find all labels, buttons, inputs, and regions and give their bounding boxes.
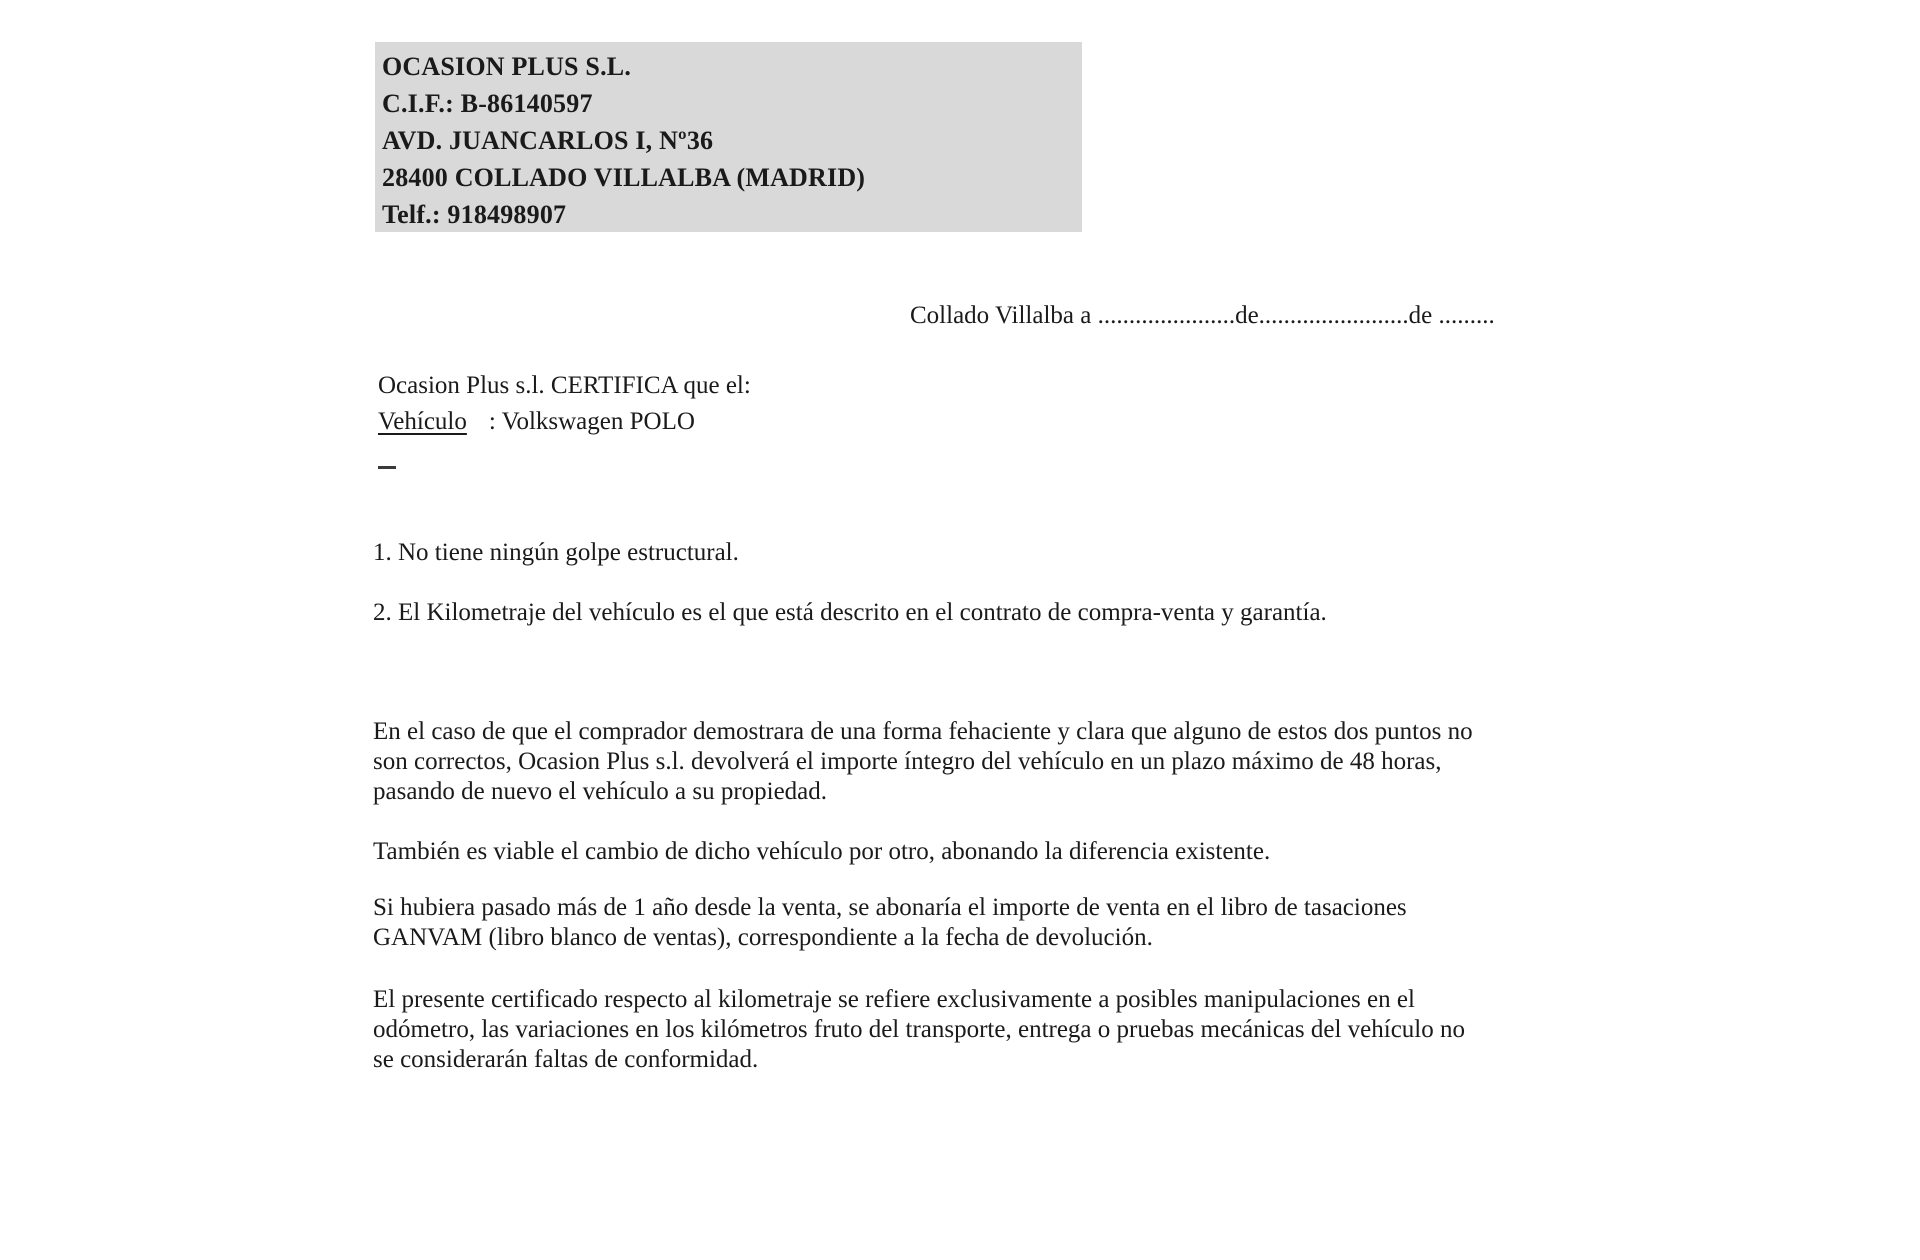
date-line: Collado Villalba a ......................de........................de ......... — [910, 302, 1495, 329]
certifica-line: Ocasion Plus s.l. CERTIFICA que el: — [378, 372, 751, 399]
paragraph-line: También es viable el cambio de dicho vehículo por otro, abonando la diferencia existente. — [373, 838, 1271, 865]
point-item-2: 2. El Kilometraje del vehículo es el que está descrito en el contrato de compra-venta y garantía. — [373, 599, 1327, 626]
paragraph-line: El presente certificado respecto al kilometraje se refiere exclusivamente a posibles manipulaciones en el — [373, 986, 1415, 1013]
company-header-box — [375, 42, 1082, 232]
paragraph-line: son correctos, Ocasion Plus s.l. devolverá el importe íntegro del vehículo en un plazo máximo de 48 horas, — [373, 748, 1442, 775]
company-cif: C.I.F.: B-86140597 — [382, 89, 593, 118]
company-phone: Telf.: 918498907 — [382, 200, 567, 229]
company-city: 28400 COLLADO VILLALBA (MADRID) — [382, 163, 866, 192]
paragraph-line: Si hubiera pasado más de 1 año desde la venta, se abonaría el importe de venta en el libro de tasaciones — [373, 894, 1407, 921]
odometer-paragraph — [373, 985, 1553, 1075]
point-item-1: 1. No tiene ningún golpe estructural. — [373, 539, 739, 566]
year-paragraph — [373, 893, 1553, 953]
company-address: AVD. JUANCARLOS I, Nº36 — [382, 126, 714, 155]
vehicle-label: Vehículo — [378, 408, 467, 435]
vehicle-row — [378, 407, 695, 437]
refund-paragraph — [373, 717, 1553, 807]
paragraph-line: odómetro, las variaciones en los kilómetros fruto del transporte, entrega o pruebas mecánicas del vehículo no — [373, 1016, 1466, 1043]
paragraph-line: En el caso de que el comprador demostrara de una forma fehaciente y clara que alguno de estos dos puntos no — [373, 718, 1473, 745]
stray-dash-mark — [378, 466, 396, 469]
company-name: OCASION PLUS S.L. — [382, 52, 632, 81]
paragraph-line: pasando de nuevo el vehículo a su propiedad. — [373, 778, 828, 805]
exchange-paragraph — [373, 837, 1553, 867]
paragraph-line: se considerarán faltas de conformidad. — [373, 1046, 759, 1073]
vehicle-value: : Volkswagen POLO — [488, 408, 695, 435]
paragraph-line: GANVAM (libro blanco de ventas), correspondiente a la fecha de devolución. — [373, 924, 1153, 951]
